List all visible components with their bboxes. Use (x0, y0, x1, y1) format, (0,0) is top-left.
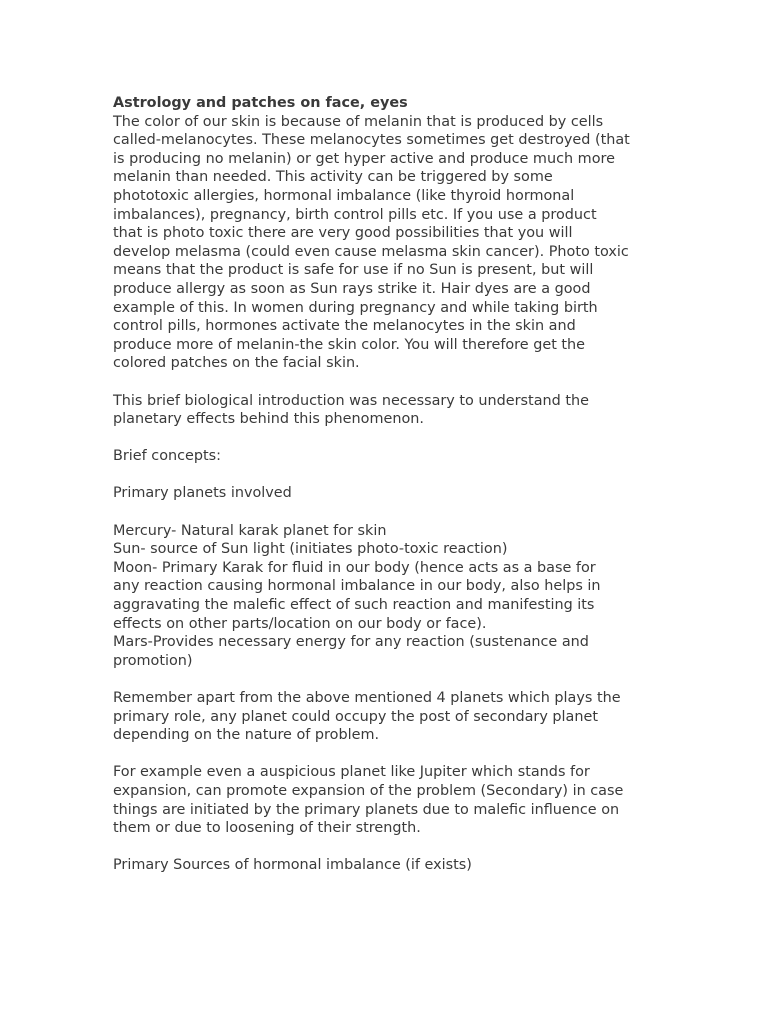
paragraph (113, 392, 658, 429)
text-line: aggravating the malefic effect of such reaction and manifesting its (113, 597, 595, 614)
text-line: produce allergy as soon as Sun rays strike it. Hair dyes are a good (113, 280, 591, 297)
text-line: expansion, can promote expansion of the problem (Secondary) in case (113, 782, 624, 799)
text-line: colored patches on the facial skin. (113, 355, 360, 372)
text-line: planetary effects behind this phenomenon. (113, 411, 424, 428)
text-line: melanin than needed. This activity can be triggered by some (113, 169, 553, 186)
document-body (113, 113, 658, 875)
paragraph (113, 113, 658, 373)
text-line: imbalances), pregnancy, birth control pills etc. If you use a product (113, 206, 597, 223)
text-line: means that the product is safe for use if no Sun is present, but will (113, 262, 594, 279)
text-line: them or due to loosening of their strength. (113, 820, 421, 837)
paragraph (113, 689, 658, 745)
paragraph (113, 522, 658, 671)
text-line: Primary Sources of hormonal imbalance (if exists) (113, 857, 472, 874)
text-line: things are initiated by the primary planets due to malefic influence on (113, 801, 620, 818)
text-line: Sun- source of Sun light (initiates photo-toxic reaction) (113, 541, 508, 558)
text-line: Moon- Primary Karak for fluid in our body (hence acts as a base for (113, 559, 596, 576)
text-line: depending on the nature of problem. (113, 727, 380, 744)
text-line: This brief biological introduction was necessary to understand the (113, 392, 589, 409)
text-line: The color of our skin is because of melanin that is produced by cells (113, 113, 604, 130)
text-line: primary role, any planet could occupy the post of secondary planet (113, 708, 598, 725)
text-line: produce more of melanin-the skin color. You will therefore get the (113, 336, 586, 353)
text-line: Mars-Provides necessary energy for any reaction (sustenance and (113, 634, 589, 651)
text-line: effects on other parts/location on our body or face). (113, 615, 487, 632)
paragraph (113, 856, 658, 875)
text-line: Brief concepts: (113, 448, 222, 465)
text-line: example of this. In women during pregnancy and while taking birth (113, 299, 598, 316)
text-line: For example even a auspicious planet like Jupiter which stands for (113, 764, 590, 781)
text-line: any reaction causing hormonal imbalance in our body, also helps in (113, 578, 601, 595)
paragraph (113, 447, 658, 466)
text-line: that is photo toxic there are very good possibilities that you will (113, 225, 573, 242)
text-line: Primary planets involved (113, 485, 292, 502)
document-page (113, 94, 658, 894)
text-line: called-melanocytes. These melanocytes sometimes get destroyed (that (113, 132, 630, 149)
text-line: promotion) (113, 652, 193, 669)
text-line: phototoxic allergies, hormonal imbalance (like thyroid hormonal (113, 187, 575, 204)
paragraph (113, 484, 658, 503)
text-line: control pills, hormones activate the melanocytes in the skin and (113, 318, 576, 335)
document-title: Astrology and patches on face, eyes (113, 95, 408, 111)
text-line: Remember apart from the above mentioned 4 planets which plays the (113, 690, 621, 706)
paragraph (113, 763, 658, 837)
text-line: develop melasma (could even cause melasma skin cancer). Photo toxic (113, 243, 629, 260)
text-line: is producing no melanin) or get hyper active and produce much more (113, 150, 615, 167)
text-line: Mercury- Natural karak planet for skin (113, 522, 387, 539)
